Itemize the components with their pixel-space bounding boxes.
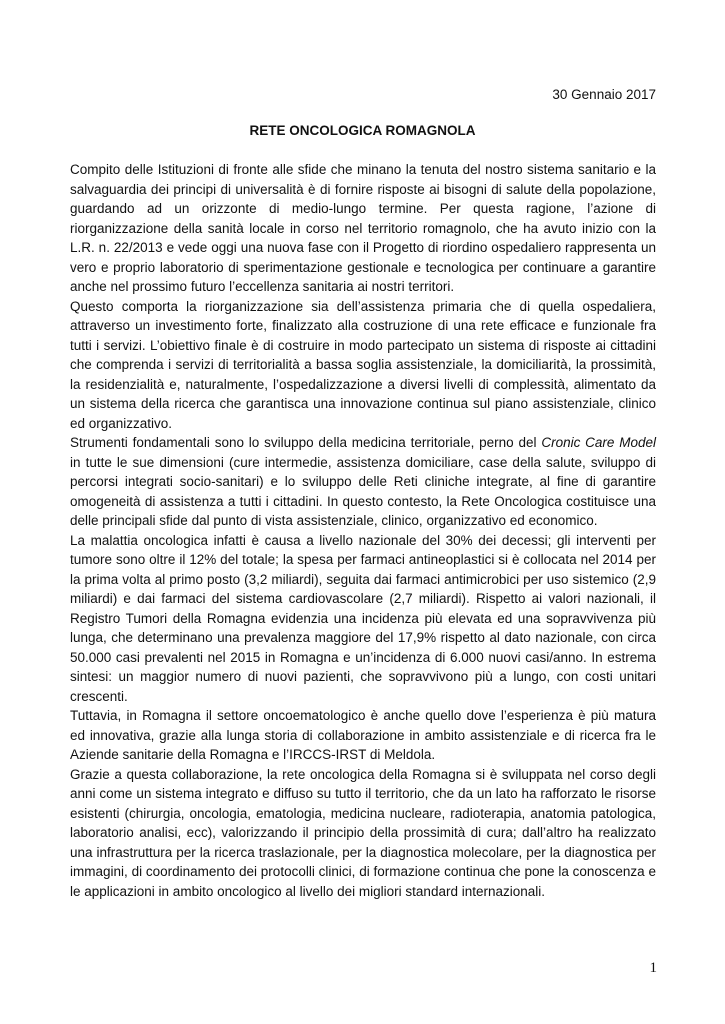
document-date: 30 Gennaio 2017 xyxy=(552,87,656,102)
paragraph-text: Grazie a questa collaborazione, la rete oncologica della Romagna si è sviluppata nel corso degli anni come un sistema integrato e diffuso su tutto il territorio, che da un lato ha rafforzato le risorse esistenti (chirurgia, oncologia, ematologia, medicina nucleare, radioterapia, anatomia patologica, laboratorio analisi, ecc), valorizzando il principio della prossimità di cura; dall’altro ha realizzato una infrastruttura per la ricerca traslazionale, per la diagnostica molecolare, per la diagnostica per immagini, di coordinamento dei protocolli clinici, di formazione continua che pone la conoscenza e le applicazioni in ambito oncologico al livello dei migliori standard internazionali. xyxy=(70,766,656,899)
paragraph xyxy=(70,297,656,434)
paragraph-text: Tuttavia, in Romagna il settore oncoematologico è anche quello dove l’esperienza è più matura ed innovativa, grazie alla lunga storia di collaborazione in ambito assistenziale e di ricerca fra le Aziende sanitarie della Romagna e l’IRCCS-IRST di Meldola. xyxy=(70,708,656,762)
paragraph-text: Strumenti fondamentali sono lo sviluppo della medicina territoriale, perno del xyxy=(70,435,542,450)
paragraph xyxy=(70,160,656,297)
paragraph xyxy=(70,531,656,707)
page-number: 1 xyxy=(649,960,657,976)
document-body xyxy=(70,160,656,901)
paragraph-text: Questo comporta la riorganizzazione sia dell’assistenza primaria che di quella ospedaliera, attraverso un investimento forte, finalizzato alla costruzione di una rete efficace e funzionale fra tutti i servizi. L’obiettivo finale è di costruire in modo partecipato un sistema di risposte ai cittadini che comprenda i servizi di territorialità a bassa soglia assistenziale, la domiciliarità, la prossimità, la residenzialità e, naturalmente, l’ospedalizzazione a diversi livelli di complessità, alimentato da un sistema della ricerca che garantisca una innovazione continua sul piano assistenziale, clinico ed organizzativo. xyxy=(70,298,656,431)
paragraph-text: La malattia oncologica infatti è causa a livello nazionale del 30% dei decessi; gli interventi per tumore sono oltre il 12% del totale; la spesa per farmaci antineoplastici si è collocata nel 2014 per la prima volta al primo posto (3,2 miliardi), seguita dai farmaci antimicrobici per uso sistemico (2,9 miliardi) e dai farmaci del sistema cardiovascolare (2,7 miliardi). Rispetto ai valori nazionali, il Registro Tumori della Romagna evidenzia una incidenza più elevata ed una sopravvivenza più lunga, che determinano una prevalenza maggiore del 17,9% rispetto al dato nazionale, con circa 50.000 casi prevalenti nel 2015 in Romagna e un’incidenza di 6.000 nuovi casi/anno. In estrema sintesi: un maggior numero di nuovi pazienti, che sopravvivono più a lungo, con costi unitari crescenti. xyxy=(70,532,656,704)
paragraph-text: Compito delle Istituzioni di fronte alle sfide che minano la tenuta del nostro sistema sanitario e la salvaguardia dei principi di universalità è di fornire risposte ai bisogni di salute della popolazione, guardando ad un orizzonte di medio-lungo termine. Per questa ragione, l’azione di riorganizzazione della sanità locale in corso nel territorio romagnolo, che ha avuto inizio con la L.R. n. 22/2013 e vede oggi una nuova fase con il Progetto di riordino ospedaliero rappresenta un vero e proprio laboratorio di sperimentazione gestionale e tecnologica per continuare a garantire anche nel prossimo futuro l’eccellenza sanitaria ai nostri territori. xyxy=(70,162,656,294)
paragraph xyxy=(70,765,656,902)
italic-text: Cronic Care Model xyxy=(541,435,656,450)
document-title: RETE ONCOLOGICA ROMAGNOLA xyxy=(249,123,476,138)
paragraph xyxy=(70,706,656,765)
paragraph-text: in tutte le sue dimensioni (cure intermedie, assistenza domiciliare, case della salute, sviluppo di percorsi integrati socio-sanitari) e lo sviluppo delle Reti cliniche integrate, al fine di garantire omogeneità di assistenza a tutti i cittadini. In questo contesto, la Rete Oncologica costituisce una delle principali sfide dal punto di vista assistenziale, clinico, organizzativo ed economico. xyxy=(70,454,656,528)
paragraph xyxy=(70,433,656,531)
